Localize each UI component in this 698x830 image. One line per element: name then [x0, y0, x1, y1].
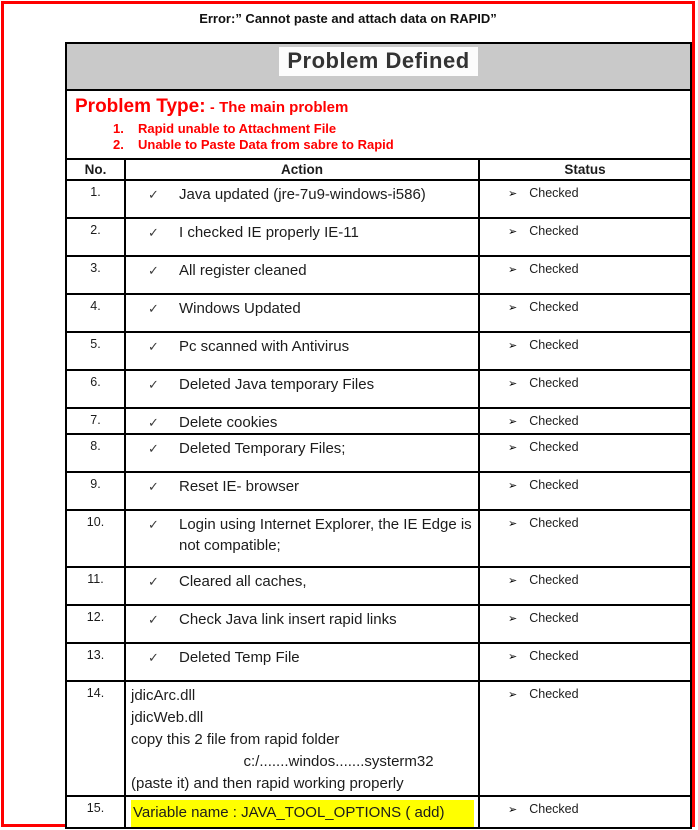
status-cell: [479, 434, 690, 472]
page-title: Error:” Cannot paste and attach data on RAPID”: [199, 11, 497, 26]
table-row: [67, 370, 690, 408]
action-text: Deleted Temporary Files;: [179, 440, 346, 457]
arrow-bullet-icon: ➢: [508, 416, 518, 428]
action-line: [148, 438, 474, 459]
action-line: [131, 773, 474, 795]
action-text: Delete cookies: [179, 414, 278, 431]
status-text: Checked: [529, 262, 579, 276]
arrow-bullet-icon: ➢: [508, 264, 518, 276]
table-row: [67, 472, 690, 510]
action-line: [148, 374, 474, 395]
status-text: Checked: [529, 516, 579, 530]
action-line: [148, 222, 474, 243]
arrow-bullet-icon: ➢: [508, 689, 518, 701]
action-text: Deleted Java temporary Files: [179, 376, 375, 393]
status-cell: [479, 332, 690, 370]
table-row: [67, 218, 690, 256]
row-number: 6.: [67, 370, 125, 408]
action-line: [148, 514, 474, 556]
status-cell: [479, 510, 690, 567]
status-cell: [479, 370, 690, 408]
action-line: [131, 751, 474, 773]
problem-type-line: [75, 95, 682, 120]
row-number: 10.: [67, 510, 125, 567]
arrow-bullet-icon: ➢: [508, 378, 518, 390]
problem-type-label: Problem Type:: [75, 96, 206, 117]
table-row: [67, 434, 690, 472]
table-row: [67, 408, 690, 434]
column-header-status: Status: [479, 160, 690, 180]
action-text: jdicWeb.dll: [131, 709, 204, 726]
problem-type-suffix: The main problem: [219, 99, 349, 116]
action-text: jdicArc.dll: [131, 687, 196, 704]
checkmark-icon: ✓: [148, 339, 159, 354]
problem-type-section: [67, 91, 690, 160]
status-cell: [479, 408, 690, 434]
table-row: [67, 796, 690, 827]
problem-item-text: Unable to Paste Data from sabre to Rapid: [138, 137, 394, 152]
status-text: Checked: [529, 224, 579, 238]
row-number: 9.: [67, 472, 125, 510]
checkmark-icon: ✓: [148, 612, 159, 627]
action-cell: [125, 408, 479, 434]
problem-type-dash: -: [210, 99, 215, 115]
action-line: [148, 184, 474, 205]
action-cell: [125, 567, 479, 605]
row-number: 5.: [67, 332, 125, 370]
status-cell: [479, 796, 690, 827]
problem-defined-header: [67, 44, 690, 91]
status-text: Checked: [529, 649, 579, 663]
action-text: Login using Internet Explorer, the IE Edge is not compatible;: [179, 516, 476, 554]
arrow-bullet-icon: ➢: [508, 188, 518, 200]
status-text: Checked: [529, 802, 579, 816]
action-line: [131, 707, 474, 729]
checkmark-icon: ✓: [148, 650, 159, 665]
action-text: Reset IE- browser: [179, 478, 300, 495]
table-row: [67, 510, 690, 567]
action-line: [131, 685, 474, 707]
table-row: [67, 180, 690, 218]
table-row: [67, 605, 690, 643]
status-text: Checked: [529, 611, 579, 625]
action-cell: [125, 294, 479, 332]
action-text: All register cleaned: [179, 262, 307, 279]
checkmark-icon: ✓: [148, 263, 159, 278]
action-cell: [125, 796, 479, 827]
status-cell: [479, 294, 690, 332]
table-row: [67, 567, 690, 605]
status-text: Checked: [529, 376, 579, 390]
problem-item-number: 2.: [113, 137, 124, 152]
action-cell: [125, 681, 479, 796]
status-cell: [479, 180, 690, 218]
status-cell: [479, 681, 690, 796]
action-cell: [125, 332, 479, 370]
arrow-bullet-icon: ➢: [508, 651, 518, 663]
row-number: 3.: [67, 256, 125, 294]
action-text: Pc scanned with Antivirus: [179, 338, 350, 355]
arrow-bullet-icon: ➢: [508, 302, 518, 314]
checkmark-icon: ✓: [148, 574, 159, 589]
checkmark-icon: ✓: [148, 377, 159, 392]
action-cell: [125, 510, 479, 567]
checkmark-icon: ✓: [148, 187, 159, 202]
action-cell: [125, 605, 479, 643]
action-text: Check Java link insert rapid links: [179, 611, 397, 628]
table-row: [67, 681, 690, 796]
row-number: 15.: [67, 796, 125, 827]
arrow-bullet-icon: ➢: [508, 575, 518, 587]
checkmark-icon: ✓: [148, 225, 159, 240]
action-line: [131, 800, 474, 827]
action-line: [148, 476, 474, 497]
checkmark-icon: ✓: [148, 415, 159, 430]
action-line: [148, 412, 474, 433]
row-number: 12.: [67, 605, 125, 643]
action-text: Java updated (jre-7u9-windows-i586): [179, 186, 426, 203]
arrow-bullet-icon: ➢: [508, 613, 518, 625]
status-text: Checked: [529, 573, 579, 587]
status-text: Checked: [529, 300, 579, 314]
arrow-bullet-icon: ➢: [508, 442, 518, 454]
status-cell: [479, 472, 690, 510]
action-cell: [125, 180, 479, 218]
action-line: [148, 647, 474, 668]
status-text: Checked: [529, 687, 579, 701]
arrow-bullet-icon: ➢: [508, 518, 518, 530]
row-number: 7.: [67, 408, 125, 434]
status-text: Checked: [529, 478, 579, 492]
action-line: [148, 336, 474, 357]
action-text: (paste it) and then rapid working properly: [131, 775, 404, 792]
table-row: [67, 294, 690, 332]
action-text: Cleared all caches,: [179, 573, 307, 590]
status-cell: [479, 218, 690, 256]
action-cell: [125, 256, 479, 294]
action-cell: [125, 434, 479, 472]
column-header-action: Action: [125, 160, 479, 180]
action-text: Variable name : JAVA_TOOL_OPTIONS ( add): [131, 800, 474, 827]
action-cell: [125, 643, 479, 681]
problem-item-text: Rapid unable to Attachment File: [138, 121, 337, 136]
action-text: Windows Updated: [179, 300, 301, 317]
status-cell: [479, 605, 690, 643]
document-page: [1, 1, 695, 827]
action-text: Deleted Temp File: [179, 649, 300, 666]
row-number: 14.: [67, 681, 125, 796]
status-text: Checked: [529, 440, 579, 454]
arrow-bullet-icon: ➢: [508, 804, 518, 816]
action-line: [131, 729, 474, 751]
row-number: 8.: [67, 434, 125, 472]
action-status-table: [67, 160, 690, 827]
status-cell: [479, 643, 690, 681]
arrow-bullet-icon: ➢: [508, 340, 518, 352]
action-line: [148, 298, 474, 319]
problem-item-number: 1.: [113, 121, 124, 136]
row-number: 1.: [67, 180, 125, 218]
action-text: I checked IE properly IE-11: [179, 224, 359, 241]
table-row: [67, 643, 690, 681]
action-line: [148, 571, 474, 592]
action-cell: [125, 472, 479, 510]
action-text: copy this 2 file from rapid folder: [131, 731, 340, 748]
action-cell: [125, 218, 479, 256]
problem-list: [113, 121, 682, 153]
table-header-row: [67, 160, 690, 180]
arrow-bullet-icon: ➢: [508, 226, 518, 238]
status-text: Checked: [529, 338, 579, 352]
row-number: 11.: [67, 567, 125, 605]
row-number: 13.: [67, 643, 125, 681]
problem-list-item: [113, 121, 682, 137]
problem-defined-title: Problem Defined: [279, 47, 477, 76]
arrow-bullet-icon: ➢: [508, 480, 518, 492]
checkmark-icon: ✓: [148, 479, 159, 494]
action-cell: [125, 370, 479, 408]
table-row: [67, 332, 690, 370]
status-text: Checked: [529, 186, 579, 200]
status-text: Checked: [529, 414, 579, 428]
status-cell: [479, 567, 690, 605]
action-line: [148, 260, 474, 281]
row-number: 4.: [67, 294, 125, 332]
checkmark-icon: ✓: [148, 301, 159, 316]
action-line: [148, 609, 474, 630]
problem-list-item: [113, 137, 682, 153]
checkmark-icon: ✓: [148, 517, 159, 532]
action-text: c:/.......windos.......systerm32: [131, 753, 434, 770]
checkmark-icon: ✓: [148, 441, 159, 456]
column-header-no: No.: [67, 160, 125, 180]
row-number: 2.: [67, 218, 125, 256]
problem-document: [65, 42, 692, 829]
status-cell: [479, 256, 690, 294]
table-row: [67, 256, 690, 294]
